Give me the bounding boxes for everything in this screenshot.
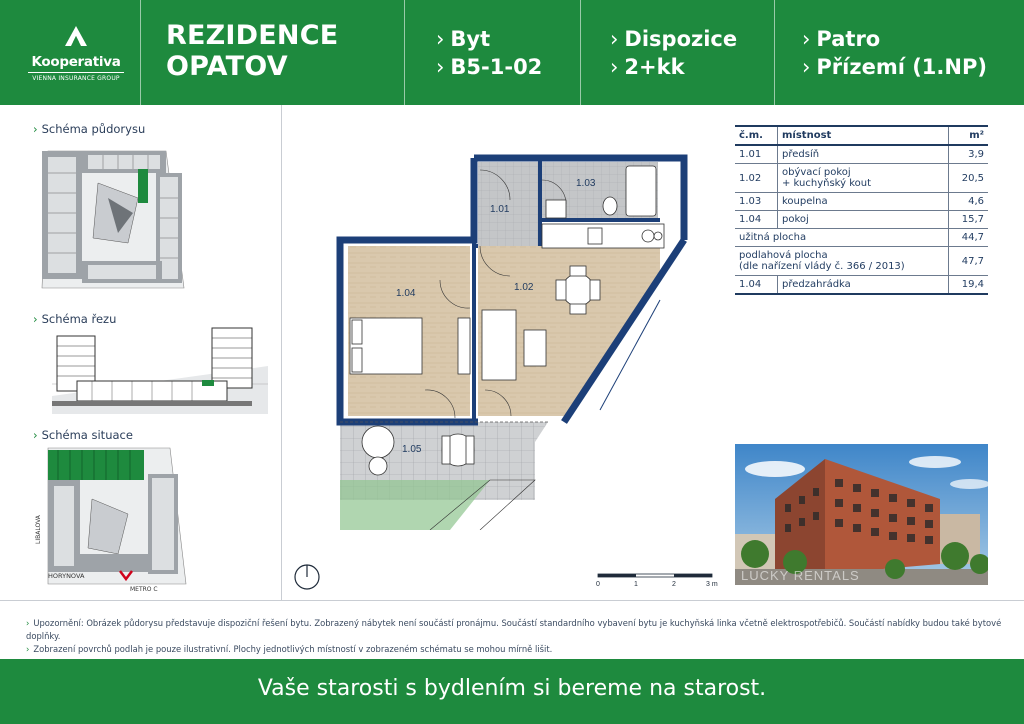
room-area-table — [735, 125, 988, 295]
cell-room — [735, 247, 948, 276]
disclaimer-line-1: Upozornění: Obrázek půdorysu představuje dispoziční řešení bytu. Zobrazený nábytek není součástí pronájmu. Součástí standardního vybavení bytu je kuchyňská linka včetně elektrospotřebičů. Součástí nabídky budou také bytové doplňky. — [26, 618, 1002, 641]
title-line-1: REZIDENCE — [166, 20, 339, 51]
chevron-right-icon: › — [33, 428, 38, 442]
terrace-table — [362, 426, 394, 458]
chevron-right-icon: › — [436, 55, 445, 79]
floorplan-scheme-text: Schéma půdorysu — [41, 122, 146, 136]
chevron-right-icon: › — [26, 644, 30, 654]
chevron-right-icon: › — [610, 55, 619, 79]
chevron-right-icon: › — [33, 122, 38, 136]
apartment-floor-plan[interactable] — [330, 150, 700, 530]
bathtub — [626, 166, 656, 216]
byt-label: Byt — [450, 27, 491, 51]
table-row — [735, 193, 988, 211]
washbasin — [546, 200, 566, 218]
table-row — [735, 211, 988, 229]
section-scheme-label — [33, 312, 116, 326]
cell-room: koupelna — [778, 193, 949, 211]
section-scheme-diagram[interactable] — [52, 326, 268, 414]
coffee-table — [524, 330, 546, 366]
header-divider — [580, 0, 581, 105]
col-header-unit: m² — [948, 126, 988, 145]
patro-value: Přízemí (1.NP) — [816, 55, 987, 79]
byt-value: B5-1-02 — [450, 55, 543, 79]
cell-room: předzahrádka — [778, 276, 949, 295]
patro-label: Patro — [816, 27, 881, 51]
cell-room: předsíň — [778, 145, 949, 164]
dining-table — [562, 274, 594, 306]
room-label-1.05: 1.05 — [402, 444, 422, 455]
table-row — [735, 229, 988, 247]
cell-room — [778, 164, 949, 193]
disclaimer-line-2: Zobrazení povrchů podlah je pouze ilustrativní. Plochy jednotlivých místností v zobrazeném schématu se mohou mírně lišit. — [33, 644, 553, 654]
chevron-right-icon: › — [802, 27, 811, 51]
street-libalova: LIBALOVA — [35, 515, 42, 544]
header-divider — [140, 0, 141, 105]
col-header-num: č.m. — [735, 126, 778, 145]
floorplan-scheme-map[interactable] — [38, 143, 186, 290]
cell-value: 4,6 — [948, 193, 988, 211]
scale-tick-2: 2 — [672, 581, 676, 588]
table-header-row — [735, 126, 988, 145]
sofa — [482, 310, 516, 380]
scale-tick-3: 3 m — [706, 581, 718, 588]
site-scheme-text: Schéma situace — [41, 428, 133, 442]
chevron-right-icon: › — [33, 312, 38, 326]
cell-value: 20,5 — [948, 164, 988, 193]
cell-value: 19,4 — [948, 276, 988, 295]
cell-value: 47,7 — [948, 247, 988, 276]
cell-num: 1.03 — [735, 193, 778, 211]
logo-emblem-icon — [61, 24, 91, 48]
divider — [0, 600, 1024, 601]
street-horynova: HORYNOVA — [48, 572, 85, 580]
cell-value: 15,7 — [948, 211, 988, 229]
logo-name: Kooperativa — [31, 54, 121, 70]
chevron-right-icon: › — [610, 27, 619, 51]
section-scheme-text: Schéma řezu — [41, 312, 117, 326]
dispozice-value: 2+kk — [624, 55, 685, 79]
scale-tick-1: 1 — [634, 581, 638, 588]
site-scheme-label — [33, 428, 133, 442]
table-row — [735, 164, 988, 193]
cell-room-line1: obývací pokoj — [782, 167, 851, 178]
scale-tick-0: 0 — [596, 581, 600, 588]
disclaimer-notes — [26, 617, 1016, 656]
cell-num: 1.04 — [735, 211, 778, 229]
title-line-2: OPATOV — [166, 51, 288, 82]
floorplan-scheme-label — [33, 122, 145, 136]
metro-label: METRO C — [130, 586, 158, 593]
footer-slogan: Vaše starosti s bydlením si bereme na starost. — [257, 676, 767, 701]
floor-info — [802, 25, 987, 81]
apartment-info — [436, 25, 542, 81]
room-label-1.01: 1.01 — [490, 204, 510, 215]
chevron-right-icon: › — [26, 618, 30, 628]
col-header-room: místnost — [778, 126, 949, 145]
cell-room-line2: (dle nařízení vlády č. 366 / 2013) — [739, 261, 905, 272]
toilet — [603, 197, 617, 215]
cell-room: užitná plocha — [735, 229, 948, 247]
chevron-right-icon: › — [436, 27, 445, 51]
building-visualization-image[interactable] — [735, 444, 988, 585]
scale-bar — [596, 572, 724, 588]
cell-value: 3,9 — [948, 145, 988, 164]
cell-room-line2: + kuchyňský kout — [782, 178, 872, 189]
cell-room: pokoj — [778, 211, 949, 229]
chevron-right-icon: › — [802, 55, 811, 79]
header-divider — [404, 0, 405, 105]
site-scheme-map[interactable] — [30, 444, 190, 596]
table-row — [735, 247, 988, 276]
room-label-1.02: 1.02 — [514, 282, 534, 293]
room-label-1.03: 1.03 — [576, 178, 596, 189]
room-label-1.04: 1.04 — [396, 288, 416, 299]
north-arrow-icon — [293, 563, 321, 591]
cell-num: 1.04 — [735, 276, 778, 295]
project-title — [166, 20, 338, 82]
dispozice-label: Dispozice — [624, 27, 738, 51]
cell-room-line1: podlahová plocha — [739, 250, 828, 261]
cell-num: 1.02 — [735, 164, 778, 193]
table-row — [735, 145, 988, 164]
table-row — [735, 276, 988, 295]
header-divider — [774, 0, 775, 105]
kooperativa-logo[interactable] — [28, 24, 124, 82]
cell-value: 44,7 — [948, 229, 988, 247]
photo-watermark: LUCKY RENTALS — [741, 568, 860, 583]
logo-subtitle: VIENNA INSURANCE GROUP — [28, 72, 124, 82]
cell-num: 1.01 — [735, 145, 778, 164]
layout-info — [610, 25, 737, 81]
